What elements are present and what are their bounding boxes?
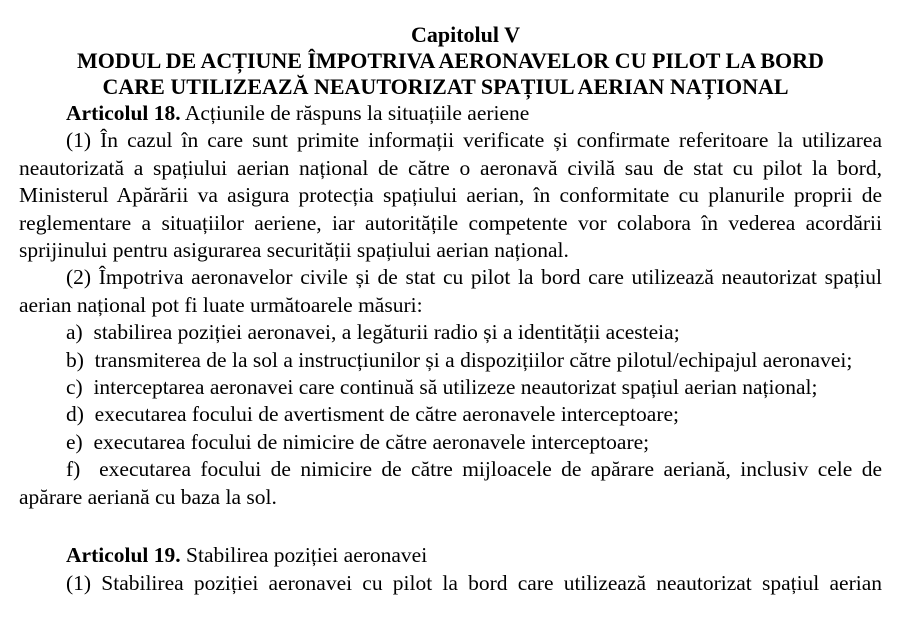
list-item-a	[19, 319, 882, 346]
list-item-c	[19, 374, 882, 401]
list-item-marker: f)	[66, 457, 81, 482]
article-18-title: Acțiunile de răspuns la situațiile aeriene	[184, 101, 530, 125]
list-item-b	[19, 347, 882, 374]
list-item-text: executarea focului de nimicire de către mijloacele de apărare aeriană, inclusiv cele de apărare aeriană cu baza la sol.	[19, 457, 883, 509]
list-item-text: interceptarea aeronavei care continuă să utilizeze neautorizat spațiul aerian național;	[93, 375, 818, 400]
article-18-paragraph-2: (2) Împotriva aeronavelor civile și de stat cu pilot la bord care utilizează neautorizat spațiul aerian național pot fi luate următoarele măsuri:	[19, 265, 882, 317]
article-18-label: Articolul 18.	[66, 101, 181, 125]
list-item-f	[19, 456, 882, 511]
list-item-text: executarea focului de avertisment de către aeronavele interceptoare;	[94, 402, 680, 427]
list-item-text: executarea focului de nimicire de către aeronavele interceptoare;	[93, 429, 650, 454]
chapter-title-line-1: MODUL DE ACȚIUNE ÎMPOTRIVA AERONAVELOR CU PILOT LA BORD	[77, 48, 824, 73]
list-item-text: transmiterea de la sol a instrucțiunilor și a dispozițiilor către pilotul/echipajul aeronavei;	[94, 347, 853, 372]
section-spacer	[19, 511, 882, 542]
list-item-text: stabilirea poziției aeronavei, a legăturii radio și a identității acesteia;	[93, 320, 680, 345]
list-item-marker: e)	[66, 429, 83, 454]
chapter-label: Capitolul V	[410, 22, 520, 47]
list-item-marker: d)	[66, 402, 84, 427]
chapter-title-line-2: CARE UTILIZEAZĂ NEAUTORIZAT SPAȚIUL AERIAN NAȚIONAL	[102, 74, 789, 99]
list-item-marker: b)	[66, 347, 84, 372]
article-19-paragraph-1: (1) Stabilirea poziției aeronavei cu pilot la bord care utilizează neautorizat spațiul aerian	[66, 570, 882, 595]
list-item-d	[19, 401, 882, 428]
article-19-title: Stabilirea poziției aeronavei	[186, 543, 428, 568]
article-19-label: Articolul 19.	[66, 543, 181, 568]
list-item-marker: a)	[66, 320, 83, 345]
article-18-paragraph-1: (1) În cazul în care sunt primite informații verificate și confirmate referitoare la utilizarea neautorizată a spațiului aerian național de către o aeronavă civilă sau de stat cu pilot la bord, Ministerul Apărării va asigura protecția spațiului aerian, în conformitate cu planurile proprii de reglementare a situațiilor aeriene, iar autoritățile competente vor colabora în vederea acordării sprijinului pentru asigurarea securității spațiului aerian național.	[19, 128, 882, 263]
article-18-heading	[66, 100, 882, 127]
list-item-e	[19, 429, 882, 456]
article-19-heading	[66, 542, 882, 569]
list-item-marker: c)	[66, 375, 83, 400]
